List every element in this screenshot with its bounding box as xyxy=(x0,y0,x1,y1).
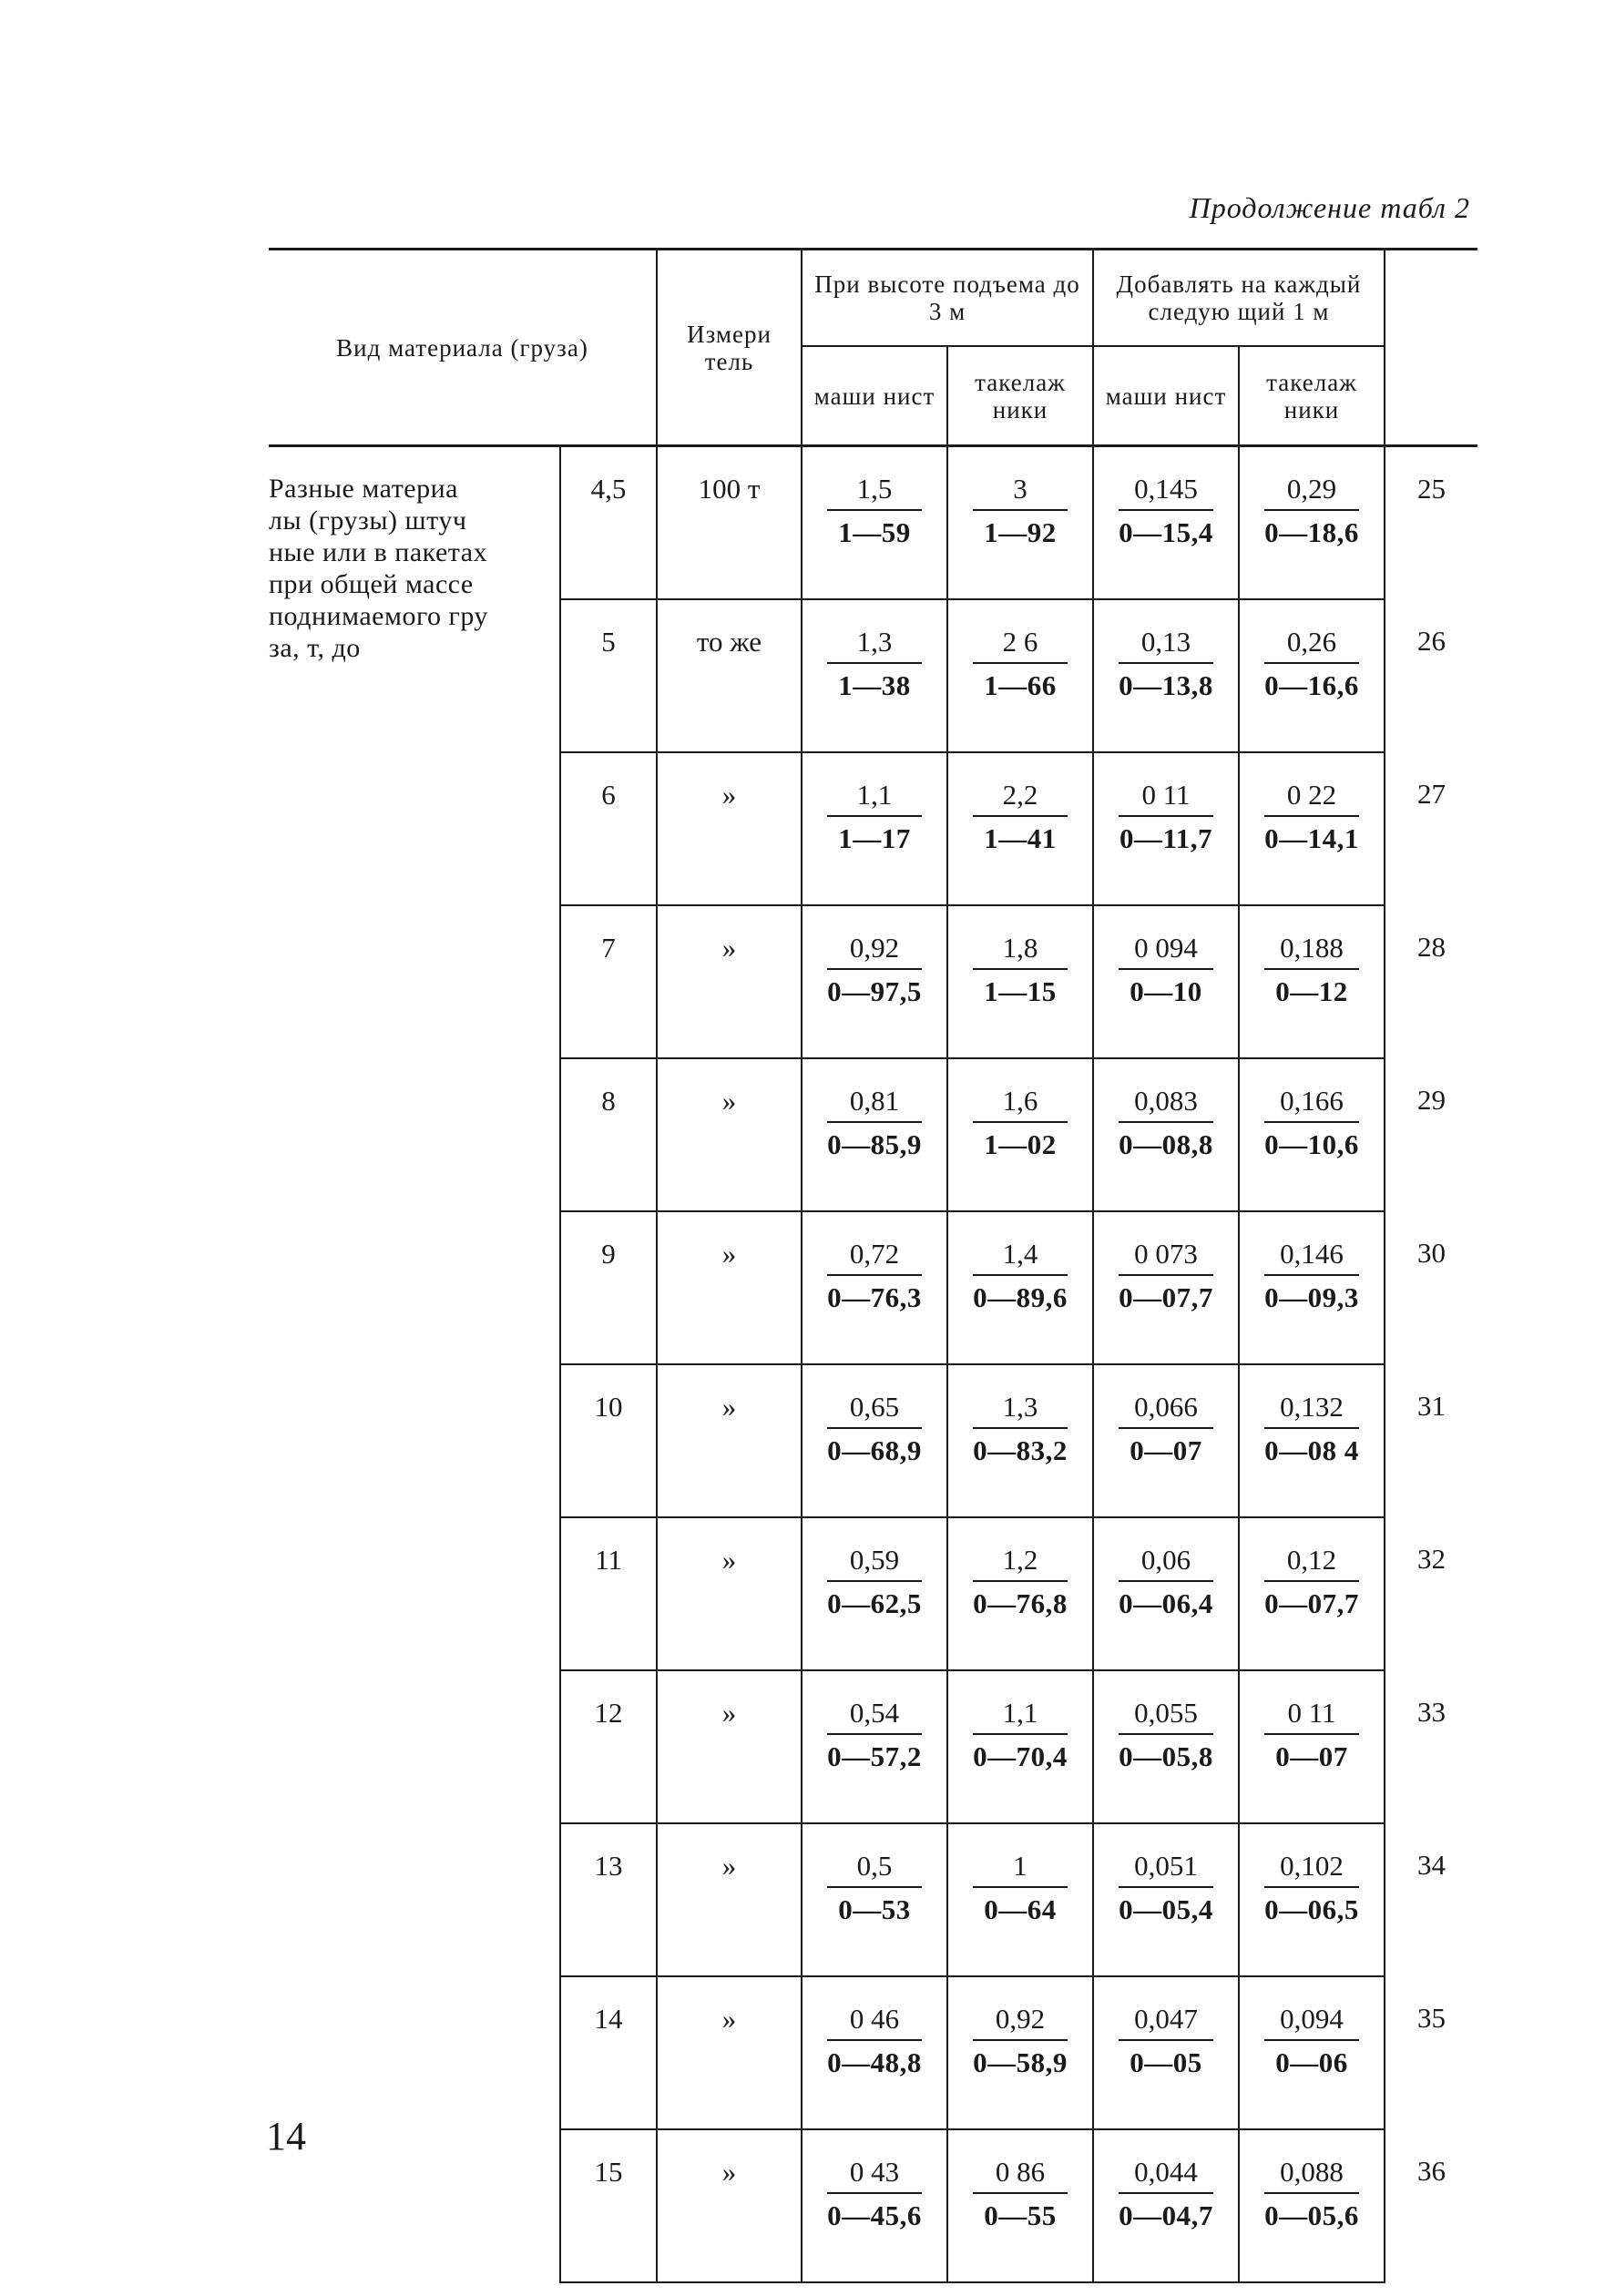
norm-price: 0—85,9 xyxy=(827,1128,922,1160)
norm-fraction xyxy=(827,1544,922,1620)
norm-fraction xyxy=(1264,2003,1359,2079)
material-description-line: Разные материа xyxy=(269,474,458,504)
norm-price: 0—08 4 xyxy=(1264,1434,1359,1466)
norm-time: 1,1 xyxy=(973,1697,1068,1735)
norm-time: 0,088 xyxy=(1264,2156,1359,2194)
row-number: 31 xyxy=(1385,1364,1477,1517)
norm-fraction xyxy=(827,1085,922,1161)
norm-time: 3 xyxy=(973,473,1068,511)
norm-fraction xyxy=(1119,932,1213,1008)
machinists-base-cell xyxy=(802,2129,947,2282)
norm-fraction xyxy=(827,932,922,1008)
row-number: 27 xyxy=(1385,752,1477,905)
machinists-add-cell xyxy=(1093,1517,1239,1670)
norm-price: 0—06,5 xyxy=(1264,1893,1359,1925)
machinists-base-cell xyxy=(802,1058,947,1211)
norm-fraction xyxy=(973,1544,1068,1620)
norm-time: 0,047 xyxy=(1119,2003,1213,2041)
row-number: 35 xyxy=(1385,1976,1477,2129)
norm-price: 0—62,5 xyxy=(827,1587,922,1619)
norm-price: 1—02 xyxy=(984,1128,1057,1160)
table-body xyxy=(269,446,1477,2283)
norm-fraction xyxy=(973,1697,1068,1773)
material-description-line: лы (грузы) штуч xyxy=(269,505,467,536)
norm-price: 0—70,4 xyxy=(973,1740,1068,1772)
norm-fraction xyxy=(973,626,1068,702)
norm-price: 0—97,5 xyxy=(827,975,922,1007)
header-add-group: Добавлять на каждый следую щий 1 м xyxy=(1093,250,1385,347)
machinists-add-cell xyxy=(1093,905,1239,1058)
norm-time: 0,145 xyxy=(1119,473,1213,511)
norm-time: 0 22 xyxy=(1264,779,1359,817)
norm-fraction xyxy=(973,2003,1068,2079)
norm-price: 0—11,7 xyxy=(1119,822,1213,854)
norm-price: 0—64 xyxy=(984,1893,1057,1925)
riggers-base-cell xyxy=(947,1823,1093,1976)
norm-price: 0—89,6 xyxy=(973,1281,1068,1313)
machinists-base-cell xyxy=(802,1517,947,1670)
cargo-mass: 13 xyxy=(560,1823,657,1976)
machinists-base-cell xyxy=(802,446,947,600)
table-header xyxy=(269,250,1477,446)
norm-price: 0—04,7 xyxy=(1119,2199,1213,2231)
norm-price: 0—16,6 xyxy=(1264,669,1359,701)
norm-time: 2 6 xyxy=(973,626,1068,664)
norm-time: 0,92 xyxy=(827,932,922,970)
norm-fraction xyxy=(1264,1544,1359,1620)
norm-fraction xyxy=(1119,1697,1213,1773)
norm-price: 0—48,8 xyxy=(827,2046,922,2078)
norm-price: 1—92 xyxy=(984,516,1057,548)
norm-time: 0,188 xyxy=(1264,932,1359,970)
norm-fraction xyxy=(827,473,922,549)
norm-time: 0,083 xyxy=(1119,1085,1213,1123)
norm-price: 0—08,8 xyxy=(1119,1128,1213,1160)
riggers-add-cell xyxy=(1239,446,1385,600)
norm-time: 0,26 xyxy=(1264,626,1359,664)
norm-price: 1—66 xyxy=(984,669,1057,701)
machinists-base-cell xyxy=(802,1823,947,1976)
machinists-add-cell xyxy=(1093,1058,1239,1211)
norm-fraction xyxy=(1119,1391,1213,1467)
riggers-add-cell xyxy=(1239,1364,1385,1517)
norms-table xyxy=(269,248,1477,2283)
unit-of-measure: » xyxy=(657,1058,802,1211)
norm-price: 0—14,1 xyxy=(1264,822,1359,854)
norm-time: 1,5 xyxy=(827,473,922,511)
cargo-mass: 15 xyxy=(560,2129,657,2282)
riggers-base-cell xyxy=(947,599,1093,752)
norm-fraction xyxy=(1264,626,1359,702)
cargo-mass: 7 xyxy=(560,905,657,1058)
norm-price: 0—68,9 xyxy=(827,1434,922,1466)
norm-fraction xyxy=(827,1850,922,1926)
norm-fraction xyxy=(973,932,1068,1008)
header-height-group: При высоте подъема до 3 м xyxy=(802,250,1093,347)
row-number: 29 xyxy=(1385,1058,1477,1211)
norm-price: 0—55 xyxy=(984,2199,1057,2231)
norm-price: 0—10 xyxy=(1130,975,1202,1007)
machinists-add-cell xyxy=(1093,1364,1239,1517)
norm-fraction xyxy=(827,779,922,855)
norm-price: 1—41 xyxy=(984,822,1057,854)
norm-fraction xyxy=(973,1391,1068,1467)
unit-of-measure: » xyxy=(657,1364,802,1517)
cargo-mass: 8 xyxy=(560,1058,657,1211)
norm-fraction xyxy=(1119,1238,1213,1314)
riggers-base-cell xyxy=(947,1211,1093,1364)
cargo-mass: 14 xyxy=(560,1976,657,2129)
machinists-base-cell xyxy=(802,1976,947,2129)
machinists-base-cell xyxy=(802,1364,947,1517)
machinists-base-cell xyxy=(802,905,947,1058)
riggers-base-cell xyxy=(947,446,1093,600)
norm-time: 0,81 xyxy=(827,1085,922,1123)
norm-time: 0,5 xyxy=(827,1850,922,1888)
norm-time: 1,6 xyxy=(973,1085,1068,1123)
machinists-add-cell xyxy=(1093,1976,1239,2129)
norm-price: 0—57,2 xyxy=(827,1740,922,1772)
norm-fraction xyxy=(1264,1850,1359,1926)
norm-time: 0 073 xyxy=(1119,1238,1213,1276)
norm-fraction xyxy=(1119,626,1213,702)
unit-of-measure: » xyxy=(657,905,802,1058)
norm-time: 0,146 xyxy=(1264,1238,1359,1276)
machinists-add-cell xyxy=(1093,1823,1239,1976)
row-number: 26 xyxy=(1385,599,1477,752)
norm-time: 0,59 xyxy=(827,1544,922,1582)
cargo-mass: 4,5 xyxy=(560,446,657,600)
row-number: 33 xyxy=(1385,1670,1477,1823)
norm-time: 0,044 xyxy=(1119,2156,1213,2194)
riggers-add-cell xyxy=(1239,1823,1385,1976)
norm-fraction xyxy=(973,1850,1068,1926)
norm-price: 0—07,7 xyxy=(1264,1587,1359,1619)
riggers-add-cell xyxy=(1239,1211,1385,1364)
norm-fraction xyxy=(1264,779,1359,855)
norm-time: 1 xyxy=(973,1850,1068,1888)
norm-time: 1,3 xyxy=(827,626,922,664)
norm-price: 0—09,3 xyxy=(1264,1281,1359,1313)
table-continuation-label: Продолжение табл 2 xyxy=(1189,191,1470,224)
norm-price: 0—58,9 xyxy=(973,2046,1068,2078)
norm-price: 0—45,6 xyxy=(827,2199,922,2231)
row-number: 36 xyxy=(1385,2129,1477,2282)
norm-price: 0—06 xyxy=(1275,2046,1348,2078)
header-machinists: маши нист xyxy=(802,346,947,446)
norm-fraction xyxy=(1119,1544,1213,1620)
norm-time: 0,055 xyxy=(1119,1697,1213,1735)
norm-time: 0,29 xyxy=(1264,473,1359,511)
machinists-add-cell xyxy=(1093,446,1239,600)
norm-time: 1,2 xyxy=(973,1544,1068,1582)
norm-fraction xyxy=(1119,2156,1213,2232)
riggers-add-cell xyxy=(1239,1517,1385,1670)
material-description xyxy=(269,446,560,2283)
header-material: Вид материала (груза) xyxy=(269,250,657,446)
norm-price: 0—76,3 xyxy=(827,1281,922,1313)
riggers-base-cell xyxy=(947,1670,1093,1823)
machinists-base-cell xyxy=(802,599,947,752)
norm-fraction xyxy=(973,2156,1068,2232)
norm-time: 1,1 xyxy=(827,779,922,817)
cargo-mass: 6 xyxy=(560,752,657,905)
norm-fraction xyxy=(1264,1697,1359,1773)
norm-time: 0,12 xyxy=(1264,1544,1359,1582)
unit-of-measure: » xyxy=(657,1976,802,2129)
norm-fraction xyxy=(1264,1391,1359,1467)
header-riggers-add: такелаж ники xyxy=(1239,346,1385,446)
norm-fraction xyxy=(1119,2003,1213,2079)
norm-time: 0,13 xyxy=(1119,626,1213,664)
norm-price: 0—06,4 xyxy=(1119,1587,1213,1619)
unit-of-measure: » xyxy=(657,1670,802,1823)
norm-fraction xyxy=(827,2156,922,2232)
norm-fraction xyxy=(827,1391,922,1467)
norm-time: 0 11 xyxy=(1119,779,1213,817)
norm-price: 0—18,6 xyxy=(1264,516,1359,548)
row-number: 32 xyxy=(1385,1517,1477,1670)
machinists-add-cell xyxy=(1093,1211,1239,1364)
riggers-base-cell xyxy=(947,1976,1093,2129)
norm-fraction xyxy=(1119,1850,1213,1926)
riggers-base-cell xyxy=(947,905,1093,1058)
table-row xyxy=(269,446,1477,600)
norm-price: 0—07 xyxy=(1275,1740,1348,1772)
norm-time: 0,06 xyxy=(1119,1544,1213,1582)
norm-price: 0—05,8 xyxy=(1119,1740,1213,1772)
machinists-base-cell xyxy=(802,752,947,905)
machinists-add-cell xyxy=(1093,752,1239,905)
norm-fraction xyxy=(1264,1238,1359,1314)
norm-time: 0,54 xyxy=(827,1697,922,1735)
row-number: 25 xyxy=(1385,446,1477,600)
unit-of-measure: » xyxy=(657,752,802,905)
norm-time: 0,132 xyxy=(1264,1391,1359,1429)
machinists-base-cell xyxy=(802,1211,947,1364)
norm-price: 0—53 xyxy=(838,1893,911,1925)
norm-fraction xyxy=(827,2003,922,2079)
unit-of-measure: » xyxy=(657,2129,802,2282)
page-number: 14 xyxy=(266,2114,306,2158)
norm-fraction xyxy=(827,1238,922,1314)
header-machinists-add: маши нист xyxy=(1093,346,1239,446)
riggers-base-cell xyxy=(947,1058,1093,1211)
row-number: 28 xyxy=(1385,905,1477,1058)
norm-fraction xyxy=(1264,473,1359,549)
norm-price: 0—07,7 xyxy=(1119,1281,1213,1313)
norm-time: 2,2 xyxy=(973,779,1068,817)
header-row-number xyxy=(1385,250,1477,446)
norm-time: 0,051 xyxy=(1119,1850,1213,1888)
material-description-line: при общей массе xyxy=(269,569,474,599)
row-number: 34 xyxy=(1385,1823,1477,1976)
machinists-add-cell xyxy=(1093,2129,1239,2282)
norm-price: 0—05,6 xyxy=(1264,2199,1359,2231)
machinists-base-cell xyxy=(802,1670,947,1823)
header-riggers: такелаж ники xyxy=(947,346,1093,446)
norm-fraction xyxy=(1264,1085,1359,1161)
norm-time: 0,166 xyxy=(1264,1085,1359,1123)
norm-price: 0—15,4 xyxy=(1119,516,1213,548)
norm-fraction xyxy=(973,473,1068,549)
norm-price: 1—38 xyxy=(838,669,911,701)
riggers-add-cell xyxy=(1239,1976,1385,2129)
norm-price: 0—76,8 xyxy=(973,1587,1068,1619)
norm-price: 0—83,2 xyxy=(973,1434,1068,1466)
cargo-mass: 12 xyxy=(560,1670,657,1823)
norm-price: 1—15 xyxy=(984,975,1057,1007)
norm-time: 0,094 xyxy=(1264,2003,1359,2041)
riggers-add-cell xyxy=(1239,2129,1385,2282)
cargo-mass: 5 xyxy=(560,599,657,752)
unit-of-measure: » xyxy=(657,1517,802,1670)
material-description-line: поднимаемого гру xyxy=(269,601,488,631)
riggers-add-cell xyxy=(1239,599,1385,752)
machinists-add-cell xyxy=(1093,599,1239,752)
unit-of-measure: 100 т xyxy=(657,446,802,600)
riggers-base-cell xyxy=(947,2129,1093,2282)
norm-fraction xyxy=(1119,473,1213,549)
norm-fraction xyxy=(827,1697,922,1773)
norm-fraction xyxy=(973,1085,1068,1161)
norm-fraction xyxy=(1264,2156,1359,2232)
norm-time: 0 094 xyxy=(1119,932,1213,970)
norm-time: 0,65 xyxy=(827,1391,922,1429)
norm-price: 0—05 xyxy=(1130,2046,1202,2078)
unit-of-measure: то же xyxy=(657,599,802,752)
norm-time: 0,102 xyxy=(1264,1850,1359,1888)
norm-fraction xyxy=(827,626,922,702)
norm-fraction xyxy=(1264,932,1359,1008)
norm-fraction xyxy=(973,779,1068,855)
riggers-base-cell xyxy=(947,752,1093,905)
row-number: 30 xyxy=(1385,1211,1477,1364)
norm-time: 0 46 xyxy=(827,2003,922,2041)
cargo-mass: 9 xyxy=(560,1211,657,1364)
riggers-add-cell xyxy=(1239,1058,1385,1211)
cargo-mass: 11 xyxy=(560,1517,657,1670)
norm-fraction xyxy=(973,1238,1068,1314)
norm-price: 0—10,6 xyxy=(1264,1128,1359,1160)
riggers-base-cell xyxy=(947,1517,1093,1670)
norm-time: 0 86 xyxy=(973,2156,1068,2194)
unit-of-measure: » xyxy=(657,1211,802,1364)
norm-price: 1—59 xyxy=(838,516,911,548)
header-unit: Измери тель xyxy=(657,250,802,446)
unit-of-measure: » xyxy=(657,1823,802,1976)
norm-time: 0,72 xyxy=(827,1238,922,1276)
machinists-add-cell xyxy=(1093,1670,1239,1823)
material-description-line: ные или в пакетах xyxy=(269,537,488,567)
norm-time: 0,92 xyxy=(973,2003,1068,2041)
norm-price: 0—05,4 xyxy=(1119,1893,1213,1925)
norm-time: 1,8 xyxy=(973,932,1068,970)
norm-time: 1,4 xyxy=(973,1238,1068,1276)
norm-time: 1,3 xyxy=(973,1391,1068,1429)
riggers-add-cell xyxy=(1239,905,1385,1058)
norm-price: 0—13,8 xyxy=(1119,669,1213,701)
norm-fraction xyxy=(1119,1085,1213,1161)
norm-price: 1—17 xyxy=(838,822,911,854)
cargo-mass: 10 xyxy=(560,1364,657,1517)
riggers-base-cell xyxy=(947,1364,1093,1517)
norm-price: 0—12 xyxy=(1275,975,1348,1007)
norm-time: 0 43 xyxy=(827,2156,922,2194)
riggers-add-cell xyxy=(1239,1670,1385,1823)
riggers-add-cell xyxy=(1239,752,1385,905)
norm-price: 0—07 xyxy=(1130,1434,1202,1466)
norm-time: 0,066 xyxy=(1119,1391,1213,1429)
norm-fraction xyxy=(1119,779,1213,855)
material-description-line: за, т, до xyxy=(269,633,361,663)
norm-time: 0 11 xyxy=(1264,1697,1359,1735)
